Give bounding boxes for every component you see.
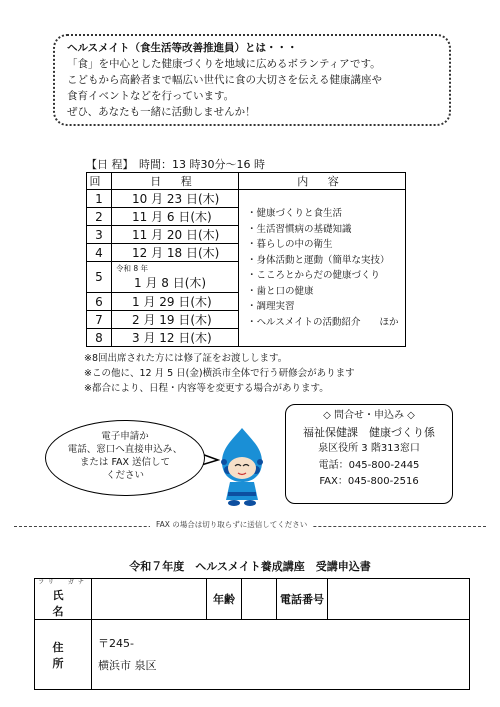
row-no: 5: [87, 262, 112, 293]
row-date: 12 月 18 日(木): [112, 244, 239, 262]
content-item: ・暮らしの中の衛生: [247, 239, 333, 250]
content-item: ・こころとからだの健康づくり: [247, 270, 381, 281]
bubble-line: または FAX 送信して: [79, 457, 171, 468]
row-date: 3 月 12 日(木): [112, 329, 239, 347]
address-city: 横浜市 泉区: [98, 658, 157, 672]
speech-bubble: [45, 420, 205, 496]
content-item: ・健康づくりと食生活: [247, 208, 343, 219]
address-label: 住 所: [35, 620, 92, 690]
contact-tel: 電話：045-800-2445: [318, 459, 420, 471]
row-date: 1 月 29 日(木): [112, 293, 239, 311]
col-content-header: 内 容: [239, 173, 406, 190]
intro-line: 食育イベントなどを行っています。: [67, 90, 235, 102]
col-date-header: 日 程: [112, 173, 239, 190]
content-item: ・身体活動と運動（簡単な実技）: [247, 254, 390, 266]
schedule-heading: 【日 程】 時間：13 時30分～16 時: [86, 158, 265, 171]
col-no-header: 回: [87, 173, 112, 190]
note-item: ※都合により、日程・内容等を変更する場合があります。: [84, 383, 329, 394]
intro-box: [53, 34, 451, 126]
row-date: 10 月 23 日(木): [112, 190, 239, 208]
intro-line: ぜひ、あなたも一緒に活動しませんか！: [67, 106, 256, 118]
row-date: 11 月 6 日(木): [112, 208, 239, 226]
row-no: 3: [87, 226, 112, 244]
table-row: [87, 190, 406, 208]
contact-title: ◇ 問合せ・申込み ◇: [323, 410, 415, 421]
intro-line: 「食」を中心とした健康づくりを地域に広めるボランティアです。: [67, 58, 381, 70]
content-item: ・調理実習: [247, 301, 295, 312]
address-postal: 〒245-: [98, 636, 134, 650]
phone-field[interactable]: [328, 579, 470, 620]
note-item: ※この他に、12 月 5 日(金)横浜市全体で行う研修会があります: [84, 368, 355, 379]
content-item: ・ヘルスメイトの活動紹介 ほか: [247, 316, 399, 328]
age-field[interactable]: [242, 579, 277, 620]
contact-box: [285, 404, 453, 504]
row-no: 1: [87, 190, 112, 208]
content-list: [239, 190, 406, 347]
note-item: ※8回出席された方には修了証をお渡しします。: [84, 353, 288, 364]
row-date-text: 1 月 8 日(木): [134, 276, 207, 290]
name-label: 氏 名: [52, 589, 95, 618]
application-form: [34, 578, 470, 690]
mascot-illustration: [214, 426, 270, 508]
row-date: 2 月 19 日(木): [112, 311, 239, 329]
phone-label: 電話番号: [277, 579, 328, 620]
form-title: 令和７年度 ヘルスメイト養成講座 受講申込書: [129, 560, 371, 573]
address-field[interactable]: [92, 620, 470, 690]
bubble-line: 電子申請か: [101, 431, 149, 442]
content-item: ・生活習慣病の基礎知識: [247, 223, 352, 235]
notes: [84, 351, 355, 396]
row-no: 7: [87, 311, 112, 329]
row-date: 11 月 20 日(木): [112, 226, 239, 244]
contact-place: 泉区役所 3 階313窓口: [318, 443, 420, 454]
name-label-cell: [35, 579, 95, 620]
intro-title: ヘルスメイト（食生活等改善推進員）とは・・・: [67, 42, 298, 54]
contact-fax: FAX：045-800-2516: [319, 476, 419, 487]
contact-dept: 福祉保健課 健康づくり係: [303, 425, 435, 439]
row-no: 2: [87, 208, 112, 226]
name-field[interactable]: [92, 579, 207, 620]
row-date-era: 令和 8 年: [116, 264, 149, 273]
intro-line: こどもから高齢者まで幅広い世代に食の大切さを伝える健康講座や: [67, 74, 382, 86]
row-no: 6: [87, 293, 112, 311]
bubble-line: ください: [105, 470, 144, 481]
schedule-table: [86, 172, 406, 347]
row-no: 4: [87, 244, 112, 262]
content-item: ・歯と口の健康: [247, 285, 314, 297]
cut-instruction: FAX の場合は切り取らずに送信してください: [150, 519, 313, 530]
age-label: 年齢: [207, 579, 242, 620]
row-no: 8: [87, 329, 112, 347]
name-ruby: フリ ガナ: [38, 579, 88, 586]
bubble-line: 電話、窓口へ直接申込み、: [67, 444, 183, 455]
row-date: [112, 262, 239, 293]
